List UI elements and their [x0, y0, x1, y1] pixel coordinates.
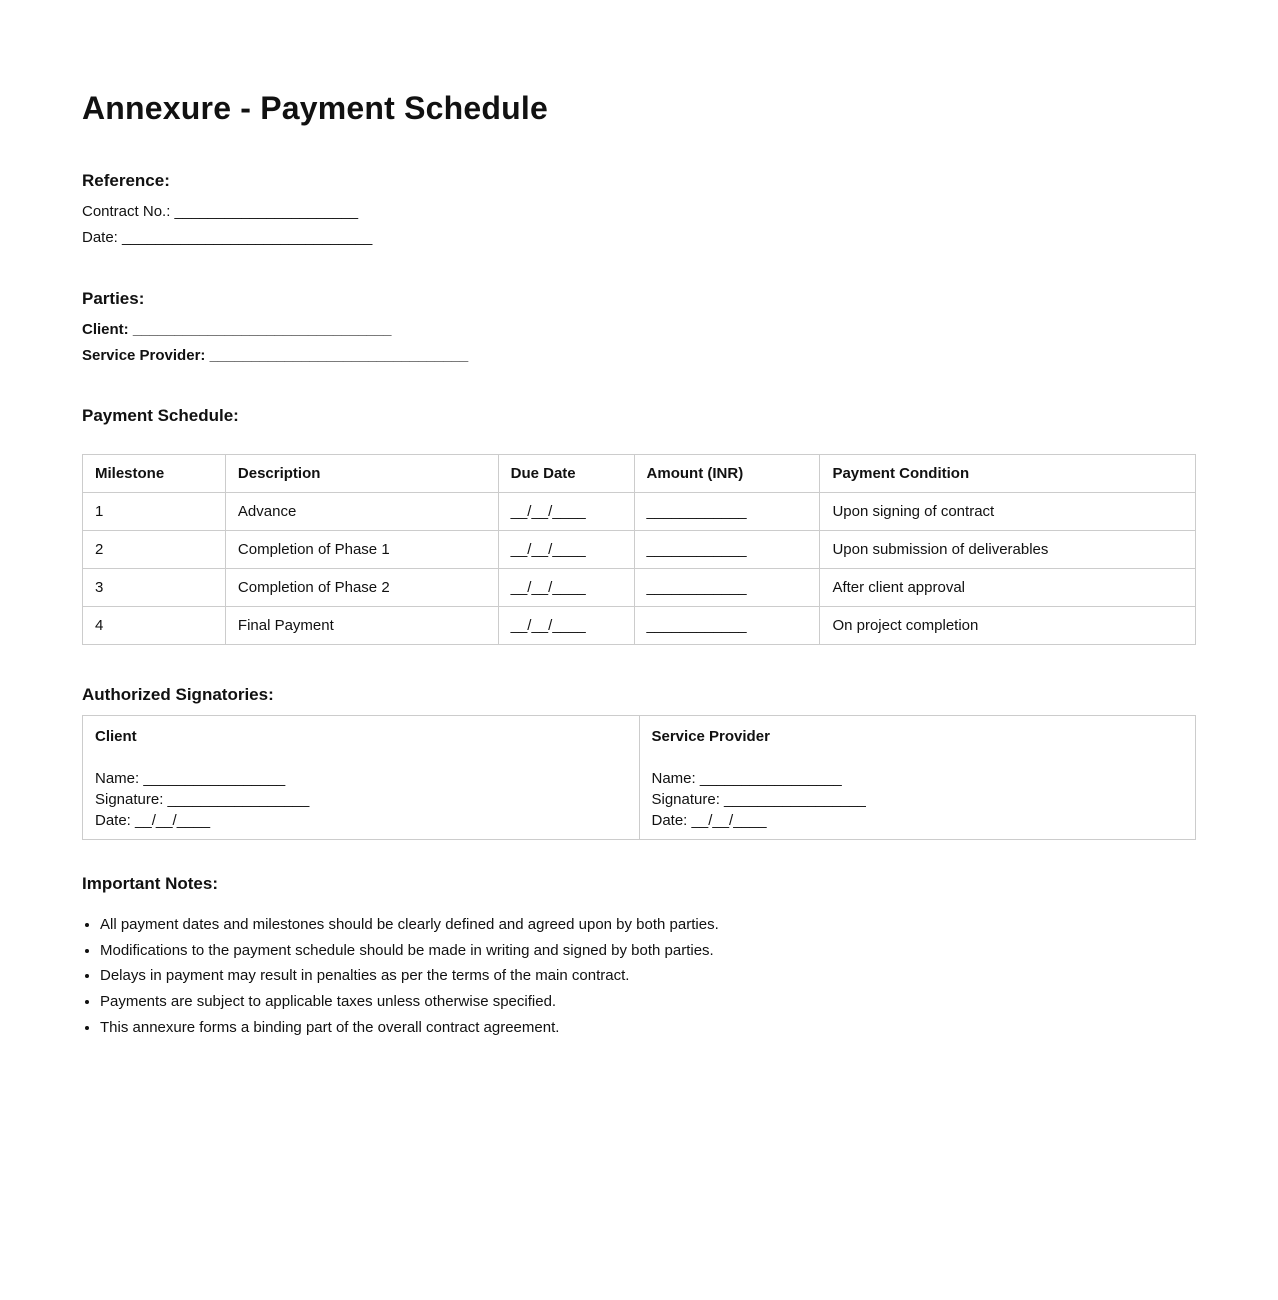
payment-condition-cell: Upon submission of deliverables [820, 531, 1196, 569]
payment-condition-cell: Upon signing of contract [820, 493, 1196, 531]
reference-date-label: Date: [82, 229, 118, 246]
due-date-cell: __/__/____ [498, 531, 634, 569]
table-row [83, 531, 1196, 569]
list-item: • Payments are subject to applicable taxes unless otherwise specified. [100, 989, 719, 1015]
notes-heading: Important Notes: [82, 874, 218, 893]
page-title: Annexure - Payment Schedule [82, 90, 548, 126]
provider-signatory-title: Service Provider [651, 728, 770, 745]
client-signatory-cell [83, 716, 640, 840]
milestone-cell: 3 [83, 569, 226, 607]
column-header: Description [225, 455, 498, 493]
reference-date-line [82, 225, 1196, 251]
notes-section [82, 874, 1196, 894]
payment-schedule-section [82, 406, 1196, 426]
description-cell: Advance [225, 493, 498, 531]
contract-no-blank: ______________________ [174, 203, 359, 220]
milestone-cell: 2 [83, 531, 226, 569]
amount-cell: ____________ [634, 493, 820, 531]
service-provider-line [82, 343, 1196, 369]
service-provider-label: Service Provider: [82, 347, 206, 364]
signatories-section [82, 685, 1196, 705]
provider-signature-line: Signature: _________________ [651, 791, 866, 808]
description-cell: Final Payment [225, 607, 498, 645]
table-header-row [83, 455, 1196, 493]
client-date-line: Date: __/__/____ [95, 812, 211, 829]
payment-condition-cell: On project completion [820, 607, 1196, 645]
client-name-line: Name: _________________ [95, 770, 286, 787]
description-cell: Completion of Phase 1 [225, 531, 498, 569]
signatories-heading: Authorized Signatories: [82, 685, 274, 704]
payment-schedule-table [82, 454, 1196, 645]
reference-heading: Reference: [82, 171, 170, 190]
due-date-cell: __/__/____ [498, 569, 634, 607]
list-item: • Modifications to the payment schedule should be made in writing and signed by both parties. [100, 938, 719, 964]
due-date-cell: __/__/____ [498, 607, 634, 645]
table-row [83, 607, 1196, 645]
signatories-table [82, 715, 1196, 840]
column-header: Due Date [498, 455, 634, 493]
table-row [83, 569, 1196, 607]
reference-date-blank: ______________________________ [122, 229, 373, 246]
contract-no-line [82, 199, 1196, 225]
column-header: Payment Condition [820, 455, 1196, 493]
payment-schedule-heading: Payment Schedule: [82, 406, 239, 425]
parties-heading: Parties: [82, 289, 145, 308]
reference-section [82, 171, 1196, 251]
provider-date-line: Date: __/__/____ [651, 812, 767, 829]
notes-list [82, 912, 719, 1041]
list-item: • All payment dates and milestones should be clearly defined and agreed upon by both parties. [100, 912, 719, 938]
due-date-cell: __/__/____ [498, 493, 634, 531]
milestone-cell: 1 [83, 493, 226, 531]
signatories-row [83, 716, 1196, 840]
table-row [83, 493, 1196, 531]
column-header: Amount (INR) [634, 455, 820, 493]
client-line [82, 317, 1196, 343]
provider-signatory-cell [639, 716, 1196, 840]
payment-condition-cell: After client approval [820, 569, 1196, 607]
amount-cell: ____________ [634, 569, 820, 607]
column-header: Milestone [83, 455, 226, 493]
client-signatory-title: Client [95, 728, 137, 745]
contract-no-label: Contract No.: [82, 203, 171, 220]
list-item: • This annexure forms a binding part of the overall contract agreement. [100, 1015, 719, 1041]
list-item: • Delays in payment may result in penalties as per the terms of the main contract. [100, 963, 719, 989]
amount-cell: ____________ [634, 531, 820, 569]
milestone-cell: 4 [83, 607, 226, 645]
amount-cell: ____________ [634, 607, 820, 645]
client-label: Client: [82, 321, 129, 338]
provider-name-line: Name: _________________ [651, 770, 842, 787]
service-provider-blank: _______________________________ [209, 347, 469, 364]
client-blank: _______________________________ [132, 321, 392, 338]
description-cell: Completion of Phase 2 [225, 569, 498, 607]
client-signature-line: Signature: _________________ [95, 791, 310, 808]
parties-section [82, 289, 1196, 369]
